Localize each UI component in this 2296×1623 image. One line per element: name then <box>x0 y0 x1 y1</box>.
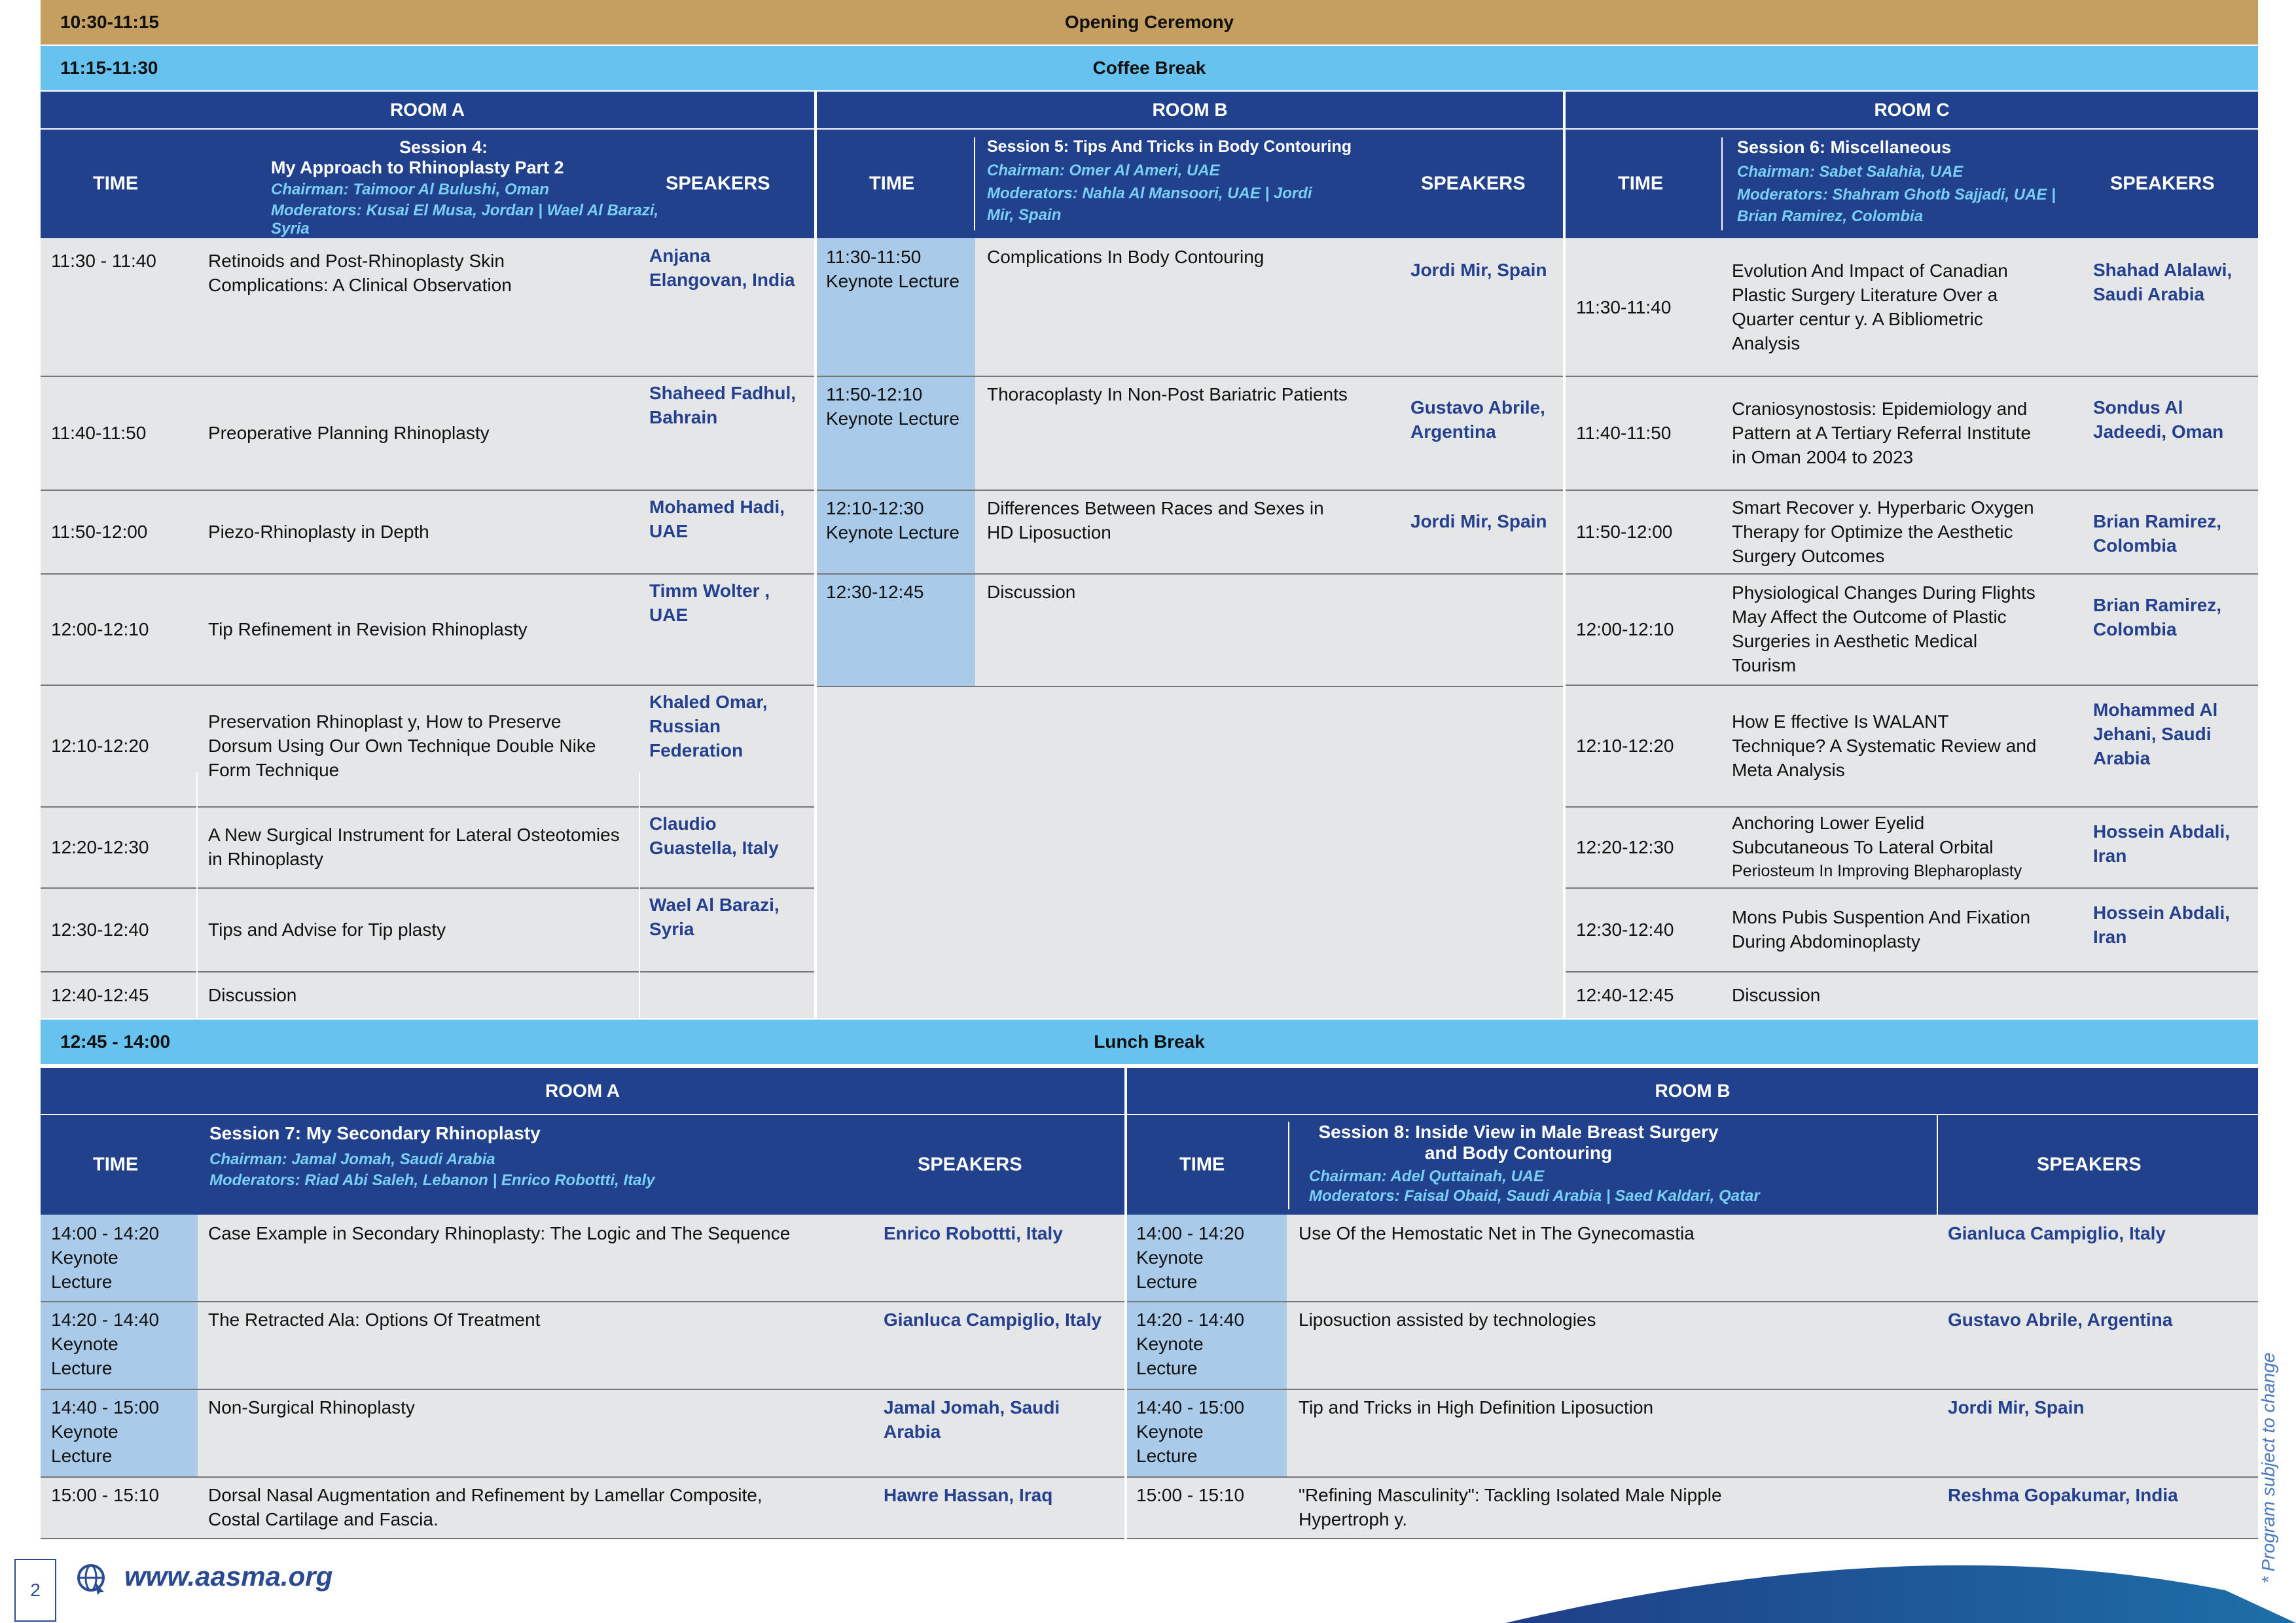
session-time: 11:40-11:50 <box>1576 422 1672 443</box>
speaker-name: Sondus Al Jadeedi, Oman <box>2093 397 2224 442</box>
session-topic: Liposuction assisted by technologies <box>1299 1310 1596 1330</box>
program-note: * Program subject to change <box>2258 1352 2278 1584</box>
row-divider <box>1127 1538 2258 1539</box>
speaker-name: Shahad Alalawi, Saudi Arabia <box>2093 260 2233 304</box>
speaker-name: Brian Ramirez, Colombia <box>2093 511 2222 556</box>
speaker-name: Hossein Abdali, Iran <box>2093 902 2231 947</box>
session-title: Session 8: Inside View in Male Breast Surgery and Body Contouring <box>1318 1122 1719 1163</box>
time-label: TIME <box>93 173 139 194</box>
lunch-label: Lunch Break <box>1094 1031 1205 1052</box>
column-divider <box>639 772 640 1018</box>
coffee-time: 11:15-11:30 <box>60 58 158 78</box>
session-topic: "Refining Masculinity": Tackling Isolated Male Nipple Hypertroph y. <box>1299 1485 1722 1529</box>
row-divider <box>1127 1389 2258 1390</box>
row-divider <box>41 573 814 575</box>
moderators: Moderators: Riad Abi Saleh, Lebanon | Enrico Robottti, Italy <box>209 1171 655 1189</box>
row-divider <box>41 1476 1124 1478</box>
row-divider <box>1566 806 2258 808</box>
topic-text: Craniosynostosis: Epidemiology and Pattern at A Tertiary Referral Institute in Oman 2004 to 2023 <box>1732 398 2032 467</box>
topic-text: How E ffective Is WALANT Technique? A Systematic Review and Meta Analysis <box>1732 711 2037 780</box>
session-title: Session 4: <box>399 137 488 157</box>
session-topic <box>1732 490 2046 573</box>
session-topic <box>1732 685 2046 806</box>
speaker-name: Jordi Mir, Spain <box>1410 260 1547 280</box>
speaker-name: Reshma Gopakumar, India <box>1948 1485 2178 1505</box>
speaker-name <box>1410 593 1554 686</box>
speaker-name: Wael Al Barazi, Syria <box>649 895 780 939</box>
row-divider <box>41 376 814 377</box>
session-time: 12:30-12:40 <box>1576 919 1674 940</box>
website-link[interactable]: www.aasma.org <box>124 1561 333 1592</box>
session-8-info <box>1288 1122 1767 1209</box>
session-time: 11:30 - 11:40 <box>51 251 156 271</box>
session-time: 12:20-12:30 <box>51 836 149 857</box>
speaker-name: Timm Wolter , UAE <box>649 580 770 625</box>
topic-text: Mons Pubis Suspention And Fixation During Abdominoplasty <box>1732 907 2031 952</box>
row-divider <box>41 685 814 686</box>
speaker-name <box>649 976 806 1018</box>
session-topic: Preoperative Planning Rhinoplasty <box>208 422 490 443</box>
moderators: Moderators: Shahram Ghotb Sajjadi, UAE | Brian Ramirez, Colombia <box>1737 186 2056 225</box>
speakers-label: SPEAKERS <box>2110 173 2215 194</box>
page-number: 2 <box>30 1580 41 1600</box>
topic-text-small: Periosteum In Improving Blepharoplasty <box>1732 861 2022 880</box>
session-4-header <box>41 130 814 238</box>
column-divider <box>196 772 198 1018</box>
speaker-name: Hawre Hassan, Iraq <box>884 1485 1053 1505</box>
session-topic: Preservation Rhinoplast y, How to Preserve Dorsum Using Our Own Technique Double Nike Form Technique <box>208 711 596 780</box>
row-divider <box>1566 971 2258 972</box>
row-divider <box>1566 573 2258 575</box>
globe-icon <box>75 1562 108 1595</box>
session-topic: A New Surgical Instrument for Lateral Osteotomies in Rhinoplasty <box>208 825 620 869</box>
session-topic: Discussion <box>987 582 1076 602</box>
session-topic: Tip Refinement in Revision Rhinoplasty <box>208 618 528 639</box>
speaker-name: Claudio Guastella, Italy <box>649 813 779 858</box>
session-topic: Tips and Advise for Tip plasty <box>208 919 446 940</box>
speaker-name: Jamal Jomah, Saudi Arabia <box>884 1397 1060 1442</box>
row-divider <box>41 1301 1124 1302</box>
session-topic <box>1732 971 2046 1018</box>
session-topic: Differences Between Races and Sexes in HD Liposuction <box>987 498 1324 543</box>
session-time: 11:40-11:50 <box>51 422 147 443</box>
row-divider <box>1566 376 2258 377</box>
session-topic: Piezo-Rhinoplasty in Depth <box>208 521 429 542</box>
coffee-label: Coffee Break <box>1092 58 1206 78</box>
session-time: 14:00 - 14:20 Keynote Lecture <box>1136 1223 1245 1292</box>
row-divider <box>817 490 1563 491</box>
session-time: 12:40-12:45 <box>1576 984 1674 1005</box>
session-topic <box>1732 573 2046 685</box>
speaker-name: Gianluca Campiglio, Italy <box>884 1310 1102 1330</box>
ceremony-label: Opening Ceremony <box>1064 12 1234 32</box>
chairman: Chairman: Sabet Salahia, UAE <box>1737 163 1964 181</box>
topic-text: Evolution And Impact of Canadian Plastic Surgery Literature Over a Quarter centur y. A Bibliometric Analysis <box>1732 260 2008 353</box>
session-topic: Case Example in Secondary Rhinoplasty: The Logic and The Sequence <box>208 1223 791 1243</box>
session-time: 12:00-12:10 <box>51 618 149 639</box>
chairman: Chairman: Adel Quttainah, UAE <box>1309 1168 1545 1185</box>
row-divider <box>1127 1476 2258 1478</box>
room-b-header: ROOM B <box>817 92 1563 128</box>
session-7-info <box>209 1123 798 1190</box>
speaker-name: Gustavo Abrile, Argentina <box>1948 1310 2173 1330</box>
session-time: 12:10-12:20 <box>51 735 149 756</box>
session-topic: Dorsal Nasal Augmentation and Refinement by Lamellar Composite, Costal Cartilage and Fascia. <box>208 1485 762 1529</box>
row-divider <box>817 686 1563 687</box>
speakers-label: SPEAKERS <box>1421 173 1526 194</box>
session-time: 15:00 - 15:10 <box>1136 1485 1245 1505</box>
session-topic: Use Of the Hemostatic Net in The Gynecomastia <box>1299 1223 1695 1243</box>
session-5-header <box>817 130 1563 238</box>
wave-decoration <box>1505 1551 2296 1623</box>
session-title: Session 7: My Secondary Rhinoplasty <box>209 1123 541 1143</box>
chairman: Chairman: Omer Al Ameri, UAE <box>987 162 1220 179</box>
topic-text: Smart Recover y. Hyperbaric Oxygen Therapy for Optimize the Aesthetic Surgery Outcomes <box>1732 497 2034 566</box>
session-time: 12:10-12:20 <box>1576 735 1674 756</box>
speaker-name: Hossein Abdali, Iran <box>2093 821 2231 866</box>
session-title: Session 5: Tips And Tricks in Body Contouring <box>987 137 1352 156</box>
speaker-name: Jordi Mir, Spain <box>1410 511 1547 531</box>
session-5-info <box>974 137 1393 230</box>
session-topic: Tip and Tricks in High Definition Liposuction <box>1299 1397 1654 1418</box>
ceremony-time: 10:30-11:15 <box>60 12 160 32</box>
session-title: Session 6: Miscellaneous <box>1737 137 1952 157</box>
session-time: 14:40 - 15:00 Keynote Lecture <box>51 1397 160 1466</box>
session-topic <box>1732 887 2046 971</box>
session-topic: The Retracted Ala: Options Of Treatment <box>208 1310 541 1330</box>
time-label: TIME <box>1618 173 1664 194</box>
session-time: 14:20 - 14:40 Keynote Lecture <box>1136 1310 1245 1378</box>
topic-text: Physiological Changes During Flights May Affect the Outcome of Plastic Surgeries in Aesthetic Medical Tourism <box>1732 582 2036 675</box>
speaker-name <box>2093 984 2257 1018</box>
speaker-name: Anjana Elangovan, India <box>649 245 795 290</box>
session-time: 12:30-12:45 <box>826 582 924 602</box>
row-divider <box>41 1538 1124 1539</box>
session-4-info <box>229 137 674 238</box>
bottom-room-a-header: ROOM A <box>41 1068 1124 1114</box>
session-time: 15:00 - 15:10 <box>51 1485 160 1505</box>
speaker-name: Khaled Omar, Russian Federation <box>649 692 768 760</box>
session-time: 14:40 - 15:00 Keynote Lecture <box>1136 1397 1245 1466</box>
chairman: Chairman: Jamal Jomah, Saudi Arabia <box>209 1150 495 1168</box>
speaker-name: Enrico Robottti, Italy <box>884 1223 1063 1243</box>
session-time: 14:00 - 14:20 Keynote Lecture <box>51 1223 160 1292</box>
speaker-name: Mohamed Hadi, UAE <box>649 497 785 541</box>
topic-text: Anchoring Lower Eyelid Subcutaneous To Lateral Orbital <box>1732 812 1994 857</box>
session-time: 12:40-12:45 <box>51 984 149 1005</box>
time-label: TIME <box>869 173 915 194</box>
row-divider <box>1127 1301 2258 1302</box>
session-time: 12:20-12:30 <box>1576 836 1674 857</box>
speaker-name: Mohammed Al Jehani, Saudi Arabia <box>2093 700 2218 768</box>
row-divider <box>41 1389 1124 1390</box>
session-time: 11:30-11:50 Keynote Lecture <box>826 247 960 291</box>
row-divider <box>41 887 814 889</box>
session-topic: Discussion <box>208 984 297 1005</box>
session-time: 11:50-12:00 <box>51 521 148 542</box>
session-subtitle: My Approach to Rhinoplasty Part 2 <box>271 158 564 177</box>
session-6-info <box>1721 137 2084 230</box>
session-topic: Non-Surgical Rhinoplasty <box>208 1397 415 1418</box>
page-number-box <box>14 1559 56 1622</box>
row-divider <box>41 490 814 491</box>
lunch-break-band <box>41 1020 2258 1064</box>
row-divider <box>817 573 1563 575</box>
chairman: Chairman: Taimoor Al Bulushi, Oman <box>271 181 549 198</box>
session-topic: Retinoids and Post-Rhinoplasty Skin Complications: A Clinical Observation <box>208 251 512 295</box>
session-topic <box>1732 806 2046 887</box>
row-divider <box>41 971 814 972</box>
row-divider <box>1566 685 2258 686</box>
room-a-header: ROOM A <box>41 92 814 128</box>
speaker-name: Gustavo Abrile, Argentina <box>1410 397 1545 442</box>
speakers-label: SPEAKERS <box>918 1154 1022 1175</box>
moderators: Moderators: Faisal Obaid, Saudi Arabia | Saed Kaldari, Qatar <box>1309 1187 1760 1205</box>
session-6-header <box>1566 130 2258 238</box>
session-topic <box>1732 376 2046 490</box>
row-divider <box>41 806 814 808</box>
session-time: 11:30-11:40 <box>1576 296 1672 317</box>
speakers-label: SPEAKERS <box>666 173 770 194</box>
session-time: 12:30-12:40 <box>51 919 149 940</box>
row-divider <box>817 376 1563 377</box>
session-time: 11:50-12:10 Keynote Lecture <box>826 384 960 429</box>
speaker-name: Brian Ramirez, Colombia <box>2093 595 2222 639</box>
moderators: Moderators: Nahla Al Mansoori, UAE | Jordi Mir, Spain <box>987 185 1312 224</box>
speaker-name: Gianluca Campiglio, Italy <box>1948 1223 2166 1243</box>
moderators: Moderators: Kusai El Musa, Jordan | Wael Al Barazi, Syria <box>271 202 659 238</box>
speakers-label: SPEAKERS <box>2037 1154 2142 1175</box>
session-time: 14:20 - 14:40 Keynote Lecture <box>51 1310 160 1378</box>
topic-text: Discussion <box>1732 984 1821 1005</box>
opening-ceremony-band <box>41 0 2258 45</box>
session-time: 12:00-12:10 <box>1576 618 1674 639</box>
coffee-break-band <box>41 46 2258 90</box>
lunch-time: 12:45 - 14:00 <box>60 1031 171 1052</box>
session-7-header <box>41 1115 1124 1215</box>
session-topic <box>1732 238 2046 376</box>
row-divider <box>1566 490 2258 491</box>
bottom-room-b-header: ROOM B <box>1127 1068 2258 1114</box>
room-c-header: ROOM C <box>1566 92 2258 128</box>
speaker-name: Jordi Mir, Spain <box>1948 1397 2085 1418</box>
session-time: 11:50-12:00 <box>1576 521 1673 542</box>
time-label: TIME <box>1179 1154 1225 1175</box>
speaker-name: Shaheed Fadhul, Bahrain <box>649 383 797 427</box>
row-divider <box>1566 887 2258 889</box>
session-topic: Thoracoplasty In Non-Post Bariatric Patients <box>987 384 1348 404</box>
session-time: 12:10-12:30 Keynote Lecture <box>826 498 960 543</box>
time-label: TIME <box>93 1154 139 1175</box>
session-topic: Complications In Body Contouring <box>987 247 1265 267</box>
session-8-header <box>1127 1115 2258 1215</box>
